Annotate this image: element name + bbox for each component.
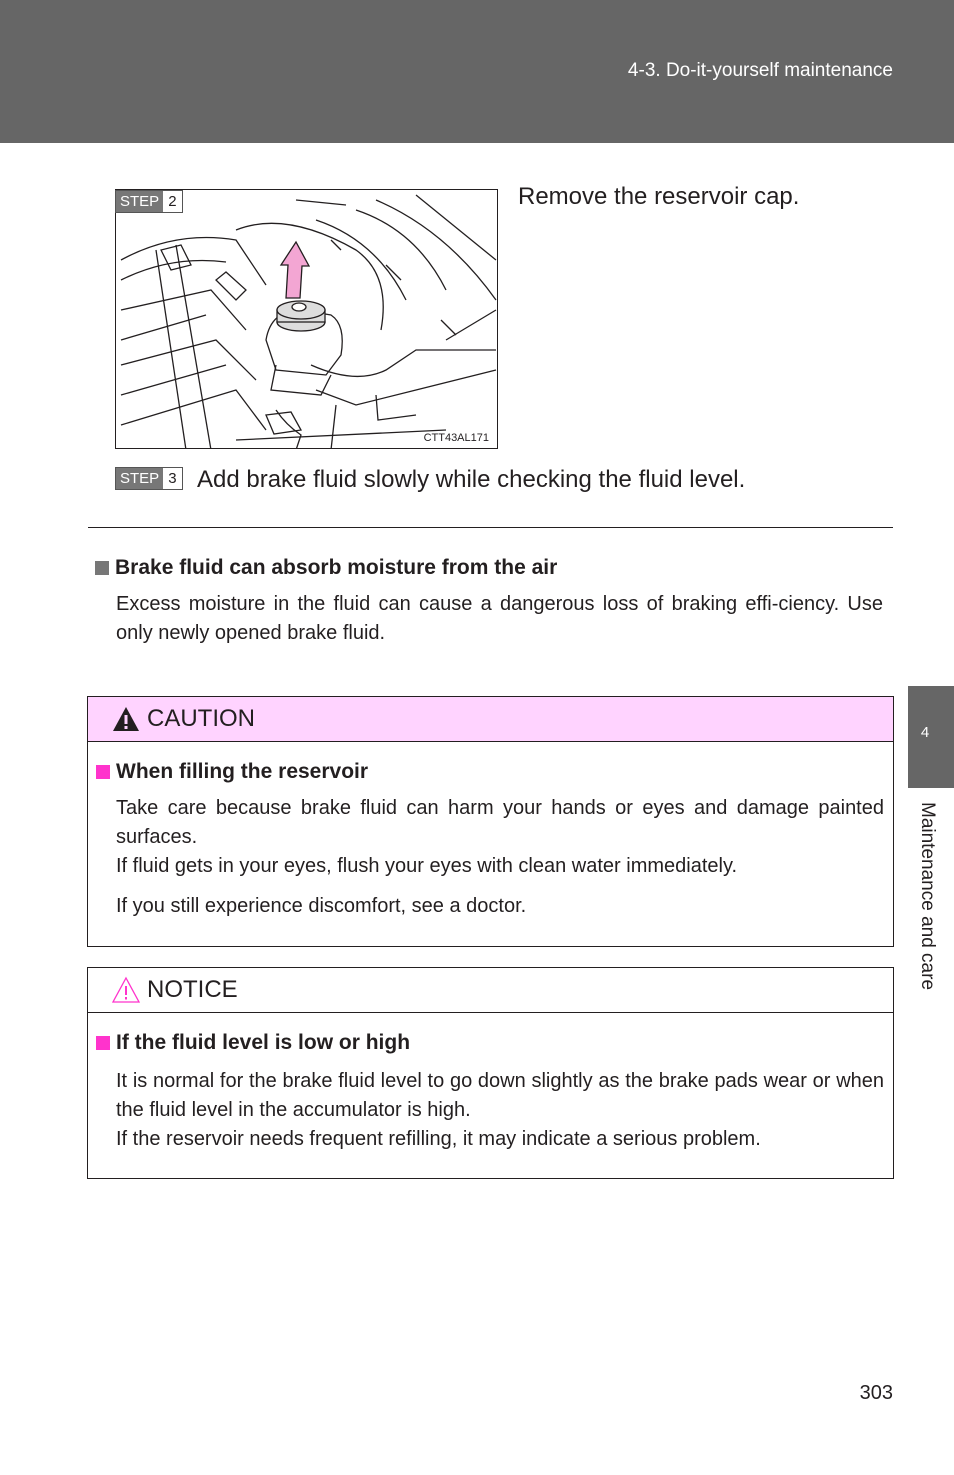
caution-para-1: Take care because brake fluid can harm your hands or eyes and damage painted surfaces. (116, 797, 884, 848)
bullet-square-icon (95, 561, 109, 575)
caution-subheading-text: When filling the reservoir (116, 760, 369, 783)
notice-subheading (96, 1031, 410, 1055)
step-3-text: Add brake fluid slowly while checking the fluid level. (197, 466, 746, 493)
note-body: Excess moisture in the fluid can cause a dangerous loss of braking effi-ciency. Use only newly opened brake fluid. (116, 593, 883, 644)
bullet-square-icon (96, 1036, 110, 1050)
caution-subheading (96, 760, 368, 784)
notice-subheading-text: If the fluid level is low or high (116, 1031, 411, 1054)
step-number: 2 (168, 193, 177, 210)
warning-triangle-icon (111, 705, 141, 733)
step-2-badge (115, 190, 183, 213)
step-2-text: Remove the reservoir cap. (518, 183, 800, 210)
page-header (0, 0, 954, 143)
notice-para-2: If the reservoir needs frequent refilling, it may indicate a serious problem. (116, 1128, 761, 1150)
reservoir-illustration (115, 189, 498, 449)
chapter-number: 4 (920, 724, 930, 741)
caution-title: CAUTION (147, 705, 255, 732)
figure-code: CTT43AL171 (423, 432, 489, 444)
bullet-square-icon (96, 765, 110, 779)
up-arrow-icon (281, 242, 309, 298)
caution-box (87, 696, 894, 947)
engine-bay-drawing (116, 190, 498, 449)
section-title: 4-3. Do-it-yourself maintenance (627, 60, 893, 81)
note-heading (95, 556, 557, 580)
step-3-badge (115, 467, 183, 490)
notice-header (88, 968, 893, 1013)
caution-header (88, 697, 893, 742)
notice-box (87, 967, 894, 1179)
caution-outline-triangle-icon (111, 976, 141, 1004)
notice-para-1: It is normal for the brake fluid level to go down slightly as the brake pads wear or when the fluid level in the accumulator is high. (116, 1070, 884, 1121)
step-label: STEP (116, 468, 163, 489)
chapter-tab (908, 686, 954, 788)
page-number: 303 (859, 1382, 893, 1404)
step-number: 3 (168, 470, 177, 487)
notice-title: NOTICE (147, 976, 238, 1003)
caution-para-2: If fluid gets in your eyes, flush your eyes with clean water immediately. (116, 855, 738, 877)
caution-para-3: If you still experience discomfort, see a doctor. (116, 895, 527, 917)
step-label: STEP (116, 191, 163, 212)
note-heading-text: Brake fluid can absorb moisture from the air (115, 556, 558, 579)
divider (88, 527, 893, 528)
chapter-label: Maintenance and care (917, 802, 938, 991)
